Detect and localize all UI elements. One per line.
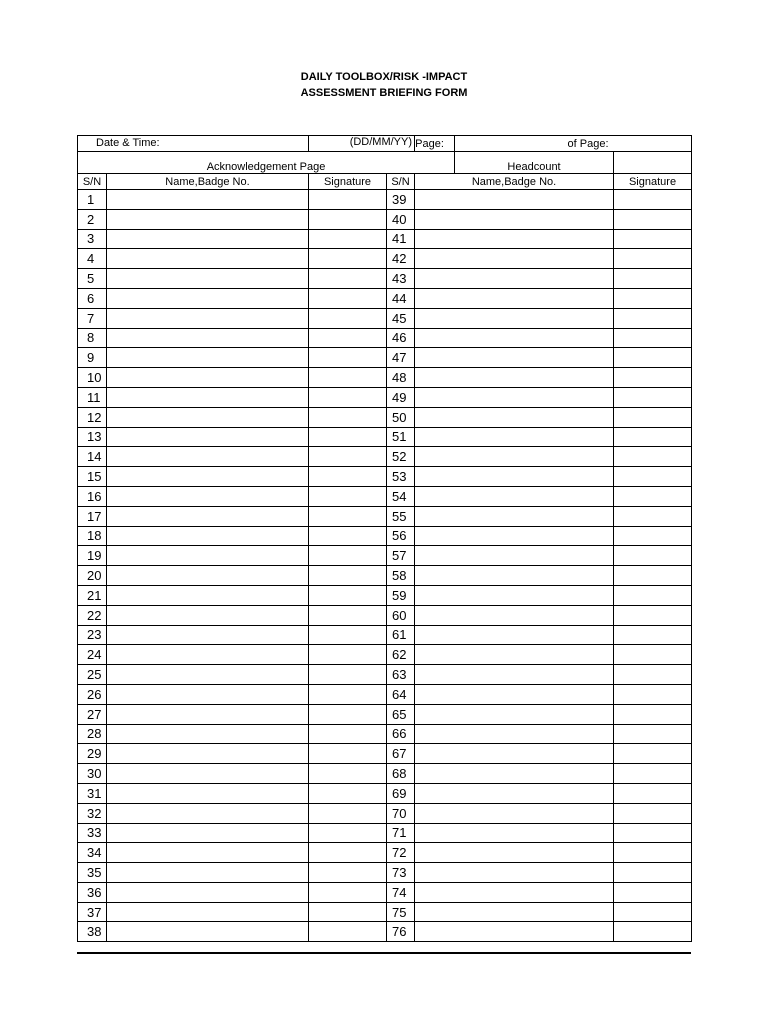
name-badge-cell-right[interactable] bbox=[415, 427, 614, 447]
table-row bbox=[78, 803, 692, 823]
signature-cell-left[interactable] bbox=[309, 823, 387, 843]
sn-right: 60 bbox=[387, 605, 415, 625]
table-row bbox=[78, 902, 692, 922]
name-badge-cell-right[interactable] bbox=[415, 684, 614, 704]
sn-left: 9 bbox=[78, 348, 107, 368]
sn-left: 20 bbox=[78, 566, 107, 586]
sn-right: 71 bbox=[387, 823, 415, 843]
signature-cell-right[interactable] bbox=[614, 368, 692, 388]
sn-right: 42 bbox=[387, 249, 415, 269]
signature-cell-right[interactable] bbox=[614, 288, 692, 308]
sn-right: 56 bbox=[387, 526, 415, 546]
sn-left: 32 bbox=[78, 803, 107, 823]
signature-cell-right[interactable] bbox=[614, 308, 692, 328]
signature-cell-right[interactable] bbox=[614, 684, 692, 704]
sn-left: 13 bbox=[78, 427, 107, 447]
name-badge-cell-right[interactable] bbox=[415, 526, 614, 546]
table-row bbox=[78, 467, 692, 487]
signature-cell-right[interactable] bbox=[614, 882, 692, 902]
sn-right: 55 bbox=[387, 506, 415, 526]
signature-cell-right[interactable] bbox=[614, 783, 692, 803]
name-badge-cell-right[interactable] bbox=[415, 764, 614, 784]
signature-cell-left[interactable] bbox=[309, 427, 387, 447]
acknowledgement-row bbox=[78, 152, 692, 174]
signature-cell-left[interactable] bbox=[309, 467, 387, 487]
name-badge-cell-left[interactable] bbox=[107, 566, 309, 586]
name-header-right: Name,Badge No. bbox=[415, 174, 614, 190]
sn-right: 39 bbox=[387, 190, 415, 210]
name-badge-cell-right[interactable] bbox=[415, 506, 614, 526]
signature-cell-right[interactable] bbox=[614, 605, 692, 625]
date-time-label: Date & Time: bbox=[96, 137, 160, 149]
sn-left: 25 bbox=[78, 665, 107, 685]
sn-left: 37 bbox=[78, 902, 107, 922]
name-badge-cell-right[interactable] bbox=[415, 447, 614, 467]
name-badge-cell-left[interactable] bbox=[107, 585, 309, 605]
signature-cell-left[interactable] bbox=[309, 744, 387, 764]
table-row bbox=[78, 348, 692, 368]
signature-cell-right[interactable] bbox=[614, 704, 692, 724]
name-badge-cell-left[interactable] bbox=[107, 308, 309, 328]
sn-right: 70 bbox=[387, 803, 415, 823]
sn-right: 68 bbox=[387, 764, 415, 784]
table-row bbox=[78, 447, 692, 467]
sn-left: 18 bbox=[78, 526, 107, 546]
sn-left: 30 bbox=[78, 764, 107, 784]
sn-left: 19 bbox=[78, 546, 107, 566]
name-badge-cell-left[interactable] bbox=[107, 348, 309, 368]
column-header-row bbox=[78, 174, 692, 190]
sn-left: 29 bbox=[78, 744, 107, 764]
name-badge-cell-right[interactable] bbox=[415, 882, 614, 902]
table-row bbox=[78, 744, 692, 764]
name-badge-cell-left[interactable] bbox=[107, 764, 309, 784]
sn-right: 76 bbox=[387, 922, 415, 942]
sn-left: 27 bbox=[78, 704, 107, 724]
sn-left: 10 bbox=[78, 368, 107, 388]
sn-left: 16 bbox=[78, 486, 107, 506]
sn-right: 53 bbox=[387, 467, 415, 487]
page-label: Page: bbox=[415, 136, 455, 152]
table-row bbox=[78, 566, 692, 586]
sn-right: 51 bbox=[387, 427, 415, 447]
name-badge-cell-left[interactable] bbox=[107, 546, 309, 566]
of-page-label[interactable]: of Page: bbox=[455, 136, 692, 152]
sn-left: 14 bbox=[78, 447, 107, 467]
sn-right: 59 bbox=[387, 585, 415, 605]
sn-right: 47 bbox=[387, 348, 415, 368]
signature-cell-left[interactable] bbox=[309, 209, 387, 229]
name-badge-cell-left[interactable] bbox=[107, 328, 309, 348]
signature-cell-left[interactable] bbox=[309, 882, 387, 902]
signature-cell-left[interactable] bbox=[309, 843, 387, 863]
table-row bbox=[78, 843, 692, 863]
name-badge-cell-left[interactable] bbox=[107, 902, 309, 922]
sn-right: 52 bbox=[387, 447, 415, 467]
name-badge-cell-left[interactable] bbox=[107, 467, 309, 487]
name-badge-cell-left[interactable] bbox=[107, 269, 309, 289]
name-badge-cell-right[interactable] bbox=[415, 368, 614, 388]
sn-right: 54 bbox=[387, 486, 415, 506]
name-badge-cell-right[interactable] bbox=[415, 803, 614, 823]
table-row bbox=[78, 585, 692, 605]
table-row bbox=[78, 684, 692, 704]
signature-cell-right[interactable] bbox=[614, 190, 692, 210]
name-badge-cell-left[interactable] bbox=[107, 625, 309, 645]
sn-right: 61 bbox=[387, 625, 415, 645]
signature-cell-right[interactable] bbox=[614, 249, 692, 269]
sn-right: 45 bbox=[387, 308, 415, 328]
signature-cell-left[interactable] bbox=[309, 704, 387, 724]
signature-cell-right[interactable] bbox=[614, 486, 692, 506]
sn-right: 44 bbox=[387, 288, 415, 308]
name-badge-cell-left[interactable] bbox=[107, 645, 309, 665]
name-header-left: Name,Badge No. bbox=[107, 174, 309, 190]
signature-cell-left[interactable] bbox=[309, 348, 387, 368]
date-time-cell[interactable] bbox=[78, 136, 309, 152]
signature-cell-left[interactable] bbox=[309, 645, 387, 665]
table-row bbox=[78, 605, 692, 625]
signature-cell-left[interactable] bbox=[309, 783, 387, 803]
sn-left: 7 bbox=[78, 308, 107, 328]
sn-right: 62 bbox=[387, 645, 415, 665]
signature-cell-left[interactable] bbox=[309, 486, 387, 506]
name-badge-cell-left[interactable] bbox=[107, 823, 309, 843]
sn-left: 4 bbox=[78, 249, 107, 269]
name-badge-cell-right[interactable] bbox=[415, 783, 614, 803]
table-row bbox=[78, 645, 692, 665]
signature-header-right: Signature bbox=[614, 174, 692, 190]
table-row bbox=[78, 190, 692, 210]
signature-cell-right[interactable] bbox=[614, 506, 692, 526]
name-badge-cell-right[interactable] bbox=[415, 744, 614, 764]
signature-cell-left[interactable] bbox=[309, 863, 387, 883]
signature-cell-left[interactable] bbox=[309, 605, 387, 625]
sn-right: 40 bbox=[387, 209, 415, 229]
table-row bbox=[78, 486, 692, 506]
signature-cell-right[interactable] bbox=[614, 645, 692, 665]
name-badge-cell-right[interactable] bbox=[415, 308, 614, 328]
table-row bbox=[78, 308, 692, 328]
sn-left: 3 bbox=[78, 229, 107, 249]
name-badge-cell-right[interactable] bbox=[415, 605, 614, 625]
table-row bbox=[78, 625, 692, 645]
name-badge-cell-left[interactable] bbox=[107, 922, 309, 942]
signature-cell-right[interactable] bbox=[614, 229, 692, 249]
sn-right: 75 bbox=[387, 902, 415, 922]
name-badge-cell-left[interactable] bbox=[107, 209, 309, 229]
name-badge-cell-right[interactable] bbox=[415, 704, 614, 724]
signature-cell-right[interactable] bbox=[614, 843, 692, 863]
signature-cell-right[interactable] bbox=[614, 922, 692, 942]
signature-cell-left[interactable] bbox=[309, 249, 387, 269]
table-row bbox=[78, 229, 692, 249]
signature-cell-right[interactable] bbox=[614, 546, 692, 566]
signature-cell-right[interactable] bbox=[614, 566, 692, 586]
table-row bbox=[78, 724, 692, 744]
name-badge-cell-left[interactable] bbox=[107, 724, 309, 744]
signature-cell-right[interactable] bbox=[614, 585, 692, 605]
sn-left: 34 bbox=[78, 843, 107, 863]
sn-left: 24 bbox=[78, 645, 107, 665]
table-row bbox=[78, 882, 692, 902]
name-badge-cell-right[interactable] bbox=[415, 288, 614, 308]
table-row bbox=[78, 783, 692, 803]
signature-cell-left[interactable] bbox=[309, 684, 387, 704]
signature-cell-right[interactable] bbox=[614, 724, 692, 744]
table-row bbox=[78, 407, 692, 427]
signature-cell-right[interactable] bbox=[614, 209, 692, 229]
sn-right: 43 bbox=[387, 269, 415, 289]
signature-cell-right[interactable] bbox=[614, 348, 692, 368]
name-badge-cell-right[interactable] bbox=[415, 724, 614, 744]
signature-cell-left[interactable] bbox=[309, 190, 387, 210]
name-badge-cell-right[interactable] bbox=[415, 407, 614, 427]
name-badge-cell-right[interactable] bbox=[415, 328, 614, 348]
sn-left: 26 bbox=[78, 684, 107, 704]
sn-header-left: S/N bbox=[78, 174, 107, 190]
sn-right: 49 bbox=[387, 387, 415, 407]
table-row bbox=[78, 922, 692, 942]
signature-cell-right[interactable] bbox=[614, 387, 692, 407]
name-badge-cell-left[interactable] bbox=[107, 665, 309, 685]
signature-cell-left[interactable] bbox=[309, 407, 387, 427]
sn-left: 8 bbox=[78, 328, 107, 348]
sn-left: 6 bbox=[78, 288, 107, 308]
signature-cell-right[interactable] bbox=[614, 467, 692, 487]
sn-right: 65 bbox=[387, 704, 415, 724]
name-badge-cell-right[interactable] bbox=[415, 486, 614, 506]
bottom-rule bbox=[77, 952, 691, 954]
signature-cell-right[interactable] bbox=[614, 269, 692, 289]
sn-left: 21 bbox=[78, 585, 107, 605]
signature-cell-right[interactable] bbox=[614, 823, 692, 843]
name-badge-cell-right[interactable] bbox=[415, 546, 614, 566]
table-row bbox=[78, 328, 692, 348]
signature-cell-left[interactable] bbox=[309, 546, 387, 566]
briefing-form-table bbox=[77, 135, 692, 942]
sn-right: 74 bbox=[387, 882, 415, 902]
sn-right: 72 bbox=[387, 843, 415, 863]
name-badge-cell-right[interactable] bbox=[415, 348, 614, 368]
signature-cell-right[interactable] bbox=[614, 764, 692, 784]
name-badge-cell-left[interactable] bbox=[107, 882, 309, 902]
signature-cell-right[interactable] bbox=[614, 328, 692, 348]
name-badge-cell-left[interactable] bbox=[107, 447, 309, 467]
name-badge-cell-right[interactable] bbox=[415, 902, 614, 922]
name-badge-cell-right[interactable] bbox=[415, 585, 614, 605]
signature-cell-left[interactable] bbox=[309, 229, 387, 249]
sn-left: 22 bbox=[78, 605, 107, 625]
sn-right: 66 bbox=[387, 724, 415, 744]
sn-right: 48 bbox=[387, 368, 415, 388]
table-row bbox=[78, 269, 692, 289]
form-title-line-1: DAILY TOOLBOX/RISK -IMPACT bbox=[300, 71, 468, 83]
sn-left: 28 bbox=[78, 724, 107, 744]
name-badge-cell-left[interactable] bbox=[107, 249, 309, 269]
name-badge-cell-right[interactable] bbox=[415, 229, 614, 249]
signature-cell-left[interactable] bbox=[309, 922, 387, 942]
name-badge-cell-left[interactable] bbox=[107, 368, 309, 388]
name-badge-cell-left[interactable] bbox=[107, 783, 309, 803]
name-badge-cell-right[interactable] bbox=[415, 467, 614, 487]
table-row bbox=[78, 863, 692, 883]
sn-left: 5 bbox=[78, 269, 107, 289]
signature-cell-left[interactable] bbox=[309, 368, 387, 388]
sn-left: 31 bbox=[78, 783, 107, 803]
sn-left: 38 bbox=[78, 922, 107, 942]
sn-left: 17 bbox=[78, 506, 107, 526]
name-badge-cell-left[interactable] bbox=[107, 506, 309, 526]
name-badge-cell-left[interactable] bbox=[107, 190, 309, 210]
sn-left: 23 bbox=[78, 625, 107, 645]
signature-header-left: Signature bbox=[309, 174, 387, 190]
date-row bbox=[78, 136, 692, 152]
name-badge-cell-left[interactable] bbox=[107, 684, 309, 704]
name-badge-cell-right[interactable] bbox=[415, 269, 614, 289]
signature-cell-left[interactable] bbox=[309, 526, 387, 546]
table-row bbox=[78, 823, 692, 843]
sn-right: 73 bbox=[387, 863, 415, 883]
form-title-line-2: ASSESSMENT BRIEFING FORM bbox=[300, 87, 468, 99]
name-badge-cell-left[interactable] bbox=[107, 605, 309, 625]
sn-right: 57 bbox=[387, 546, 415, 566]
signature-cell-right[interactable] bbox=[614, 803, 692, 823]
sn-left: 2 bbox=[78, 209, 107, 229]
signature-cell-left[interactable] bbox=[309, 447, 387, 467]
table-row bbox=[78, 387, 692, 407]
signature-cell-right[interactable] bbox=[614, 407, 692, 427]
sn-right: 69 bbox=[387, 783, 415, 803]
name-badge-cell-right[interactable] bbox=[415, 387, 614, 407]
signature-cell-right[interactable] bbox=[614, 902, 692, 922]
name-badge-cell-left[interactable] bbox=[107, 486, 309, 506]
sn-left: 15 bbox=[78, 467, 107, 487]
table-row bbox=[78, 368, 692, 388]
sn-header-right: S/N bbox=[387, 174, 415, 190]
name-badge-cell-right[interactable] bbox=[415, 190, 614, 210]
signature-cell-left[interactable] bbox=[309, 269, 387, 289]
name-badge-cell-left[interactable] bbox=[107, 863, 309, 883]
name-badge-cell-left[interactable] bbox=[107, 288, 309, 308]
signature-cell-right[interactable] bbox=[614, 744, 692, 764]
name-badge-cell-right[interactable] bbox=[415, 665, 614, 685]
signature-cell-left[interactable] bbox=[309, 585, 387, 605]
table-row bbox=[78, 665, 692, 685]
name-badge-cell-left[interactable] bbox=[107, 387, 309, 407]
signature-cell-left[interactable] bbox=[309, 566, 387, 586]
signature-cell-left[interactable] bbox=[309, 665, 387, 685]
signature-cell-right[interactable] bbox=[614, 863, 692, 883]
sn-left: 12 bbox=[78, 407, 107, 427]
headcount-label: Headcount bbox=[455, 152, 614, 174]
signature-cell-left[interactable] bbox=[309, 724, 387, 744]
name-badge-cell-right[interactable] bbox=[415, 249, 614, 269]
table-row bbox=[78, 427, 692, 447]
signature-cell-left[interactable] bbox=[309, 288, 387, 308]
name-badge-cell-left[interactable] bbox=[107, 744, 309, 764]
table-row bbox=[78, 704, 692, 724]
name-badge-cell-left[interactable] bbox=[107, 803, 309, 823]
name-badge-cell-right[interactable] bbox=[415, 209, 614, 229]
name-badge-cell-left[interactable] bbox=[107, 526, 309, 546]
table-row bbox=[78, 209, 692, 229]
name-badge-cell-right[interactable] bbox=[415, 566, 614, 586]
sn-left: 1 bbox=[78, 190, 107, 210]
name-badge-cell-right[interactable] bbox=[415, 823, 614, 843]
sn-left: 11 bbox=[78, 387, 107, 407]
name-badge-cell-left[interactable] bbox=[107, 407, 309, 427]
table-row bbox=[78, 526, 692, 546]
sn-right: 46 bbox=[387, 328, 415, 348]
signature-cell-right[interactable] bbox=[614, 526, 692, 546]
signature-cell-left[interactable] bbox=[309, 625, 387, 645]
date-format-hint: (DD/MM/YY) bbox=[309, 136, 415, 152]
table-row bbox=[78, 506, 692, 526]
name-badge-cell-right[interactable] bbox=[415, 625, 614, 645]
signature-cell-left[interactable] bbox=[309, 506, 387, 526]
signature-cell-right[interactable] bbox=[614, 447, 692, 467]
sn-right: 63 bbox=[387, 665, 415, 685]
sn-left: 35 bbox=[78, 863, 107, 883]
signature-cell-left[interactable] bbox=[309, 803, 387, 823]
name-badge-cell-left[interactable] bbox=[107, 704, 309, 724]
name-badge-cell-left[interactable] bbox=[107, 427, 309, 447]
name-badge-cell-right[interactable] bbox=[415, 843, 614, 863]
sn-right: 50 bbox=[387, 407, 415, 427]
table-row bbox=[78, 546, 692, 566]
sn-right: 64 bbox=[387, 684, 415, 704]
sn-left: 33 bbox=[78, 823, 107, 843]
name-badge-cell-left[interactable] bbox=[107, 843, 309, 863]
signature-cell-left[interactable] bbox=[309, 387, 387, 407]
table-row bbox=[78, 249, 692, 269]
signature-cell-right[interactable] bbox=[614, 665, 692, 685]
headcount-value-cell[interactable] bbox=[614, 152, 692, 174]
table-row bbox=[78, 764, 692, 784]
signature-cell-left[interactable] bbox=[309, 308, 387, 328]
name-badge-cell-right[interactable] bbox=[415, 922, 614, 942]
signature-cell-left[interactable] bbox=[309, 902, 387, 922]
signature-cell-right[interactable] bbox=[614, 625, 692, 645]
table-row bbox=[78, 288, 692, 308]
signature-cell-right[interactable] bbox=[614, 427, 692, 447]
sn-left: 36 bbox=[78, 882, 107, 902]
sn-right: 67 bbox=[387, 744, 415, 764]
signature-cell-left[interactable] bbox=[309, 764, 387, 784]
name-badge-cell-right[interactable] bbox=[415, 863, 614, 883]
acknowledgement-page-label: Acknowledgement Page bbox=[78, 152, 455, 174]
signature-cell-left[interactable] bbox=[309, 328, 387, 348]
name-badge-cell-left[interactable] bbox=[107, 229, 309, 249]
sn-right: 41 bbox=[387, 229, 415, 249]
name-badge-cell-right[interactable] bbox=[415, 645, 614, 665]
sn-right: 58 bbox=[387, 566, 415, 586]
